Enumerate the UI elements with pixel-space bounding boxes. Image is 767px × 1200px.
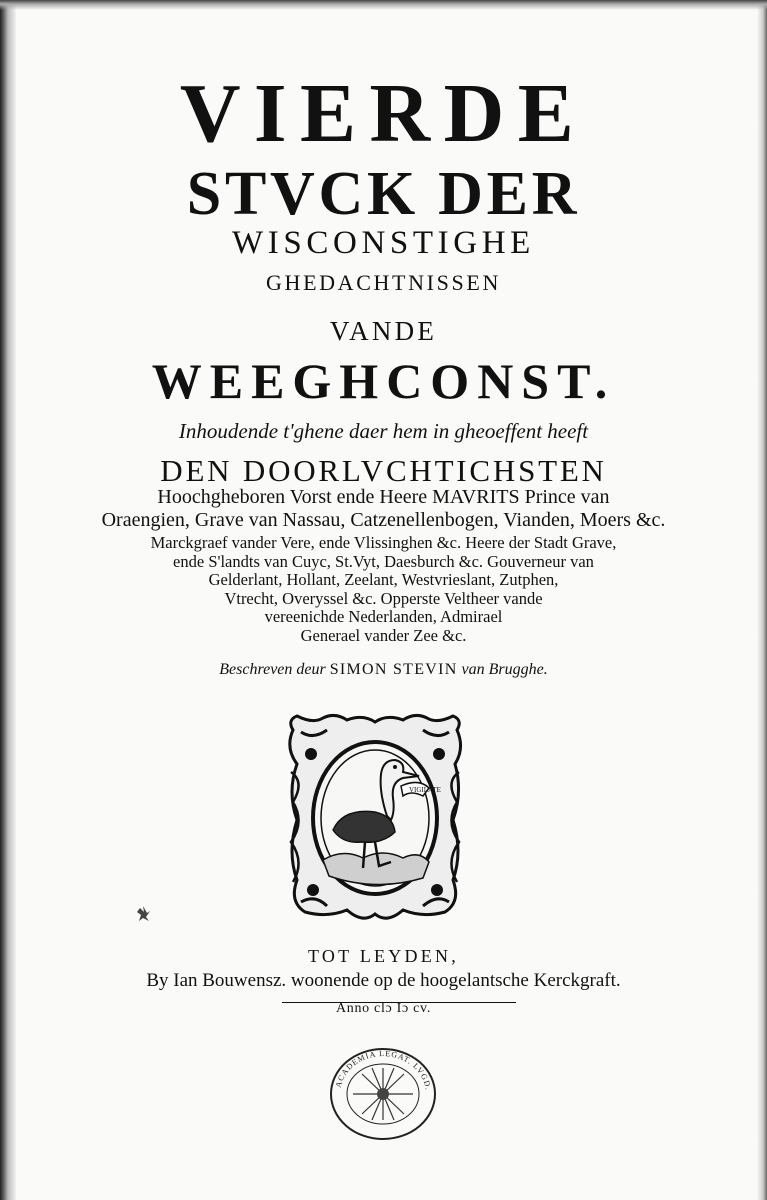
page-edge-shadow: [757, 0, 767, 1200]
byline-suffix: van Brugghe.: [461, 661, 548, 678]
title-line-1: VIERDE: [179, 67, 588, 160]
stamp-text: ACADEMIA LEGAT. LVGD.: [333, 1048, 433, 1092]
dedication-small-line: Gelderlant, Hollant, Zeelant, Westvrieslant, Zutphen,: [208, 570, 559, 589]
library-stamp-icon: [328, 1046, 438, 1142]
title-line-5: VANDE: [329, 316, 438, 346]
dedication-heading: DEN DOORLVCHTICHSTEN: [160, 453, 607, 488]
subtitle: Inhoudende t'ghene daer hem in gheoeffent heeft: [178, 419, 589, 443]
title-line-6: WEEGHCONST.: [151, 353, 616, 409]
imprint-place: TOT LEYDEN,: [308, 946, 459, 966]
dedication-small-line: Marckgraef vander Vere, ende Vlissinghen &c. Heere der Stadt Grave,: [150, 533, 617, 552]
printers-device-stork-icon: [283, 712, 467, 924]
dedication-small-lines: [40, 534, 727, 645]
title-line-2: STVCK DER: [186, 160, 581, 228]
byline: [40, 662, 727, 678]
byline-prefix: Beschreven deur: [219, 661, 326, 678]
dedication-line: Hoochgheboren Vorst ende Heere MAVRITS Prince van: [157, 486, 610, 508]
dedication-line: Oraengien, Grave van Nassau, Catzenellenbogen, Vianden, Moers &c.: [101, 509, 666, 531]
byline-author: SIMON STEVIN: [329, 661, 458, 678]
dedication-lines: [40, 486, 727, 532]
dedication-small-line: ende S'landts van Cuyc, St.Vyt, Daesburch &c. Gouverneur van: [173, 551, 594, 571]
ink-speck: [137, 906, 151, 922]
title-line-3: WISCONSTIGHE: [232, 225, 535, 261]
dedication-small-line: Generael vander Zee &c.: [300, 625, 467, 645]
emblem-motto: VIGILATE: [409, 786, 441, 794]
title-line-4: GHEDACHTNISSEN: [266, 270, 501, 295]
imprint-year: Anno clɔ Iɔ cv.: [335, 1001, 432, 1016]
dedication-small-line: Vtrecht, Overyssel &c. Opperste Veltheer vande: [224, 588, 543, 608]
imprint-publisher: By Ian Bouwensz. woonende op de hoogelantsche Kerckgraft.: [146, 970, 621, 991]
dedication-small-line: vereenichde Nederlanden, Admirael: [264, 607, 503, 626]
